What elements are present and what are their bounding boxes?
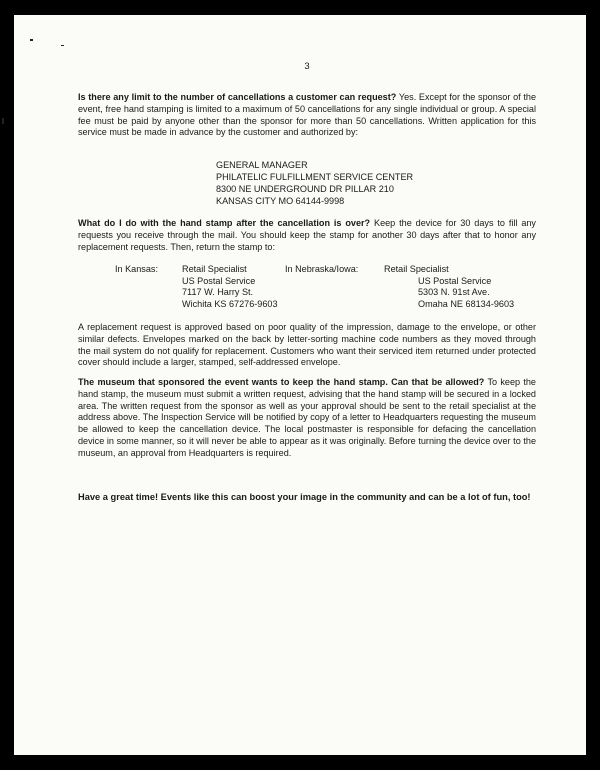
nebraska-address-line: 5303 N. 91st Ave. bbox=[418, 287, 490, 298]
margin-speck bbox=[2, 118, 4, 124]
kansas-label: In Kansas: bbox=[115, 264, 158, 274]
hand-stamp-question: What do I do with the hand stamp after the cancellation is over? bbox=[78, 218, 371, 228]
hand-stamp-answer: Keep the device for 30 days to fill any requests you receive through the mail. You should keep the stamp for another 30 days after that to honor any replacement requests. Then, return the stamp to: bbox=[78, 218, 536, 252]
kansas-address-line: 7117 W. Harry St. bbox=[182, 287, 254, 298]
address-line: KANSAS CITY MO 64144-9998 bbox=[216, 196, 345, 206]
hand-stamp-section bbox=[78, 218, 536, 253]
kansas-address-line: US Postal Service bbox=[182, 275, 256, 286]
nebraska-address-line: Retail Specialist bbox=[384, 264, 449, 274]
museum-answer: To keep the hand stamp, the museum must submit a written request, advising that the hand stamp will be secured in a locked area. The written request from the sponsor as well as your approval should be sent to the retail specialist at the address above. The Inspection Service will be notified by copy of a letter to Headquarters requesting the museum be allowed to keep the cancellation device. The local postmaster is responsible for defacing the cancellation device in some manner, so it will never be able to appear as it was originally. Before turning the device over to the museum, an approval from Headquarters is required. bbox=[78, 377, 536, 458]
limit-answer: Yes. Except for the sponsor of the event, free hand stamping is limited to a maximum of 50 cancellations for any single individual or group. A special fee must be paid by anyone other than the sponsor for more than 50 cancellations. Written application for this service must be made in advance by the customer and authorized by: bbox=[78, 92, 537, 138]
page-number: 3 bbox=[304, 61, 310, 72]
address-block bbox=[216, 159, 413, 207]
limit-section bbox=[78, 92, 536, 139]
kansas-address-line: Retail Specialist bbox=[182, 264, 247, 274]
nebraska-address-line: Omaha NE 68134-9603 bbox=[418, 298, 515, 309]
kansas-address bbox=[182, 264, 278, 310]
document-page bbox=[14, 15, 586, 755]
address-line: 8300 NE UNDERGROUND DR PILLAR 210 bbox=[216, 184, 394, 194]
address-line: GENERAL MANAGER bbox=[216, 160, 308, 170]
nebraska-address bbox=[384, 264, 514, 310]
margin-speck bbox=[61, 45, 64, 46]
closing-note: Have a great time! Events like this can boost your image in the community and can be a lot of fun, too! bbox=[78, 492, 531, 502]
nebraska-address-line: US Postal Service bbox=[418, 275, 492, 286]
museum-section bbox=[78, 377, 536, 460]
replacement-paragraph: A replacement request is approved based on poor quality of the impression, damage to the envelope, or other similar defects. Envelopes marked on the back by letter-sorting machine code numbers as they moved through the mail system do not qualify for replacement. Customers who want their serviced item returned under protected cover should include a larger, stamped, self-addressed envelope. bbox=[78, 322, 536, 368]
nebraska-label: In Nebraska/Iowa: bbox=[285, 264, 359, 274]
margin-speck bbox=[30, 39, 33, 41]
kansas-address-line: Wichita KS 67276-9603 bbox=[182, 298, 278, 309]
address-line: PHILATELIC FULFILLMENT SERVICE CENTER bbox=[216, 172, 414, 182]
limit-question: Is there any limit to the number of cancellations a customer can request? bbox=[78, 92, 397, 102]
museum-question: The museum that sponsored the event wants to keep the hand stamp. Can that be allowed? bbox=[78, 377, 485, 387]
